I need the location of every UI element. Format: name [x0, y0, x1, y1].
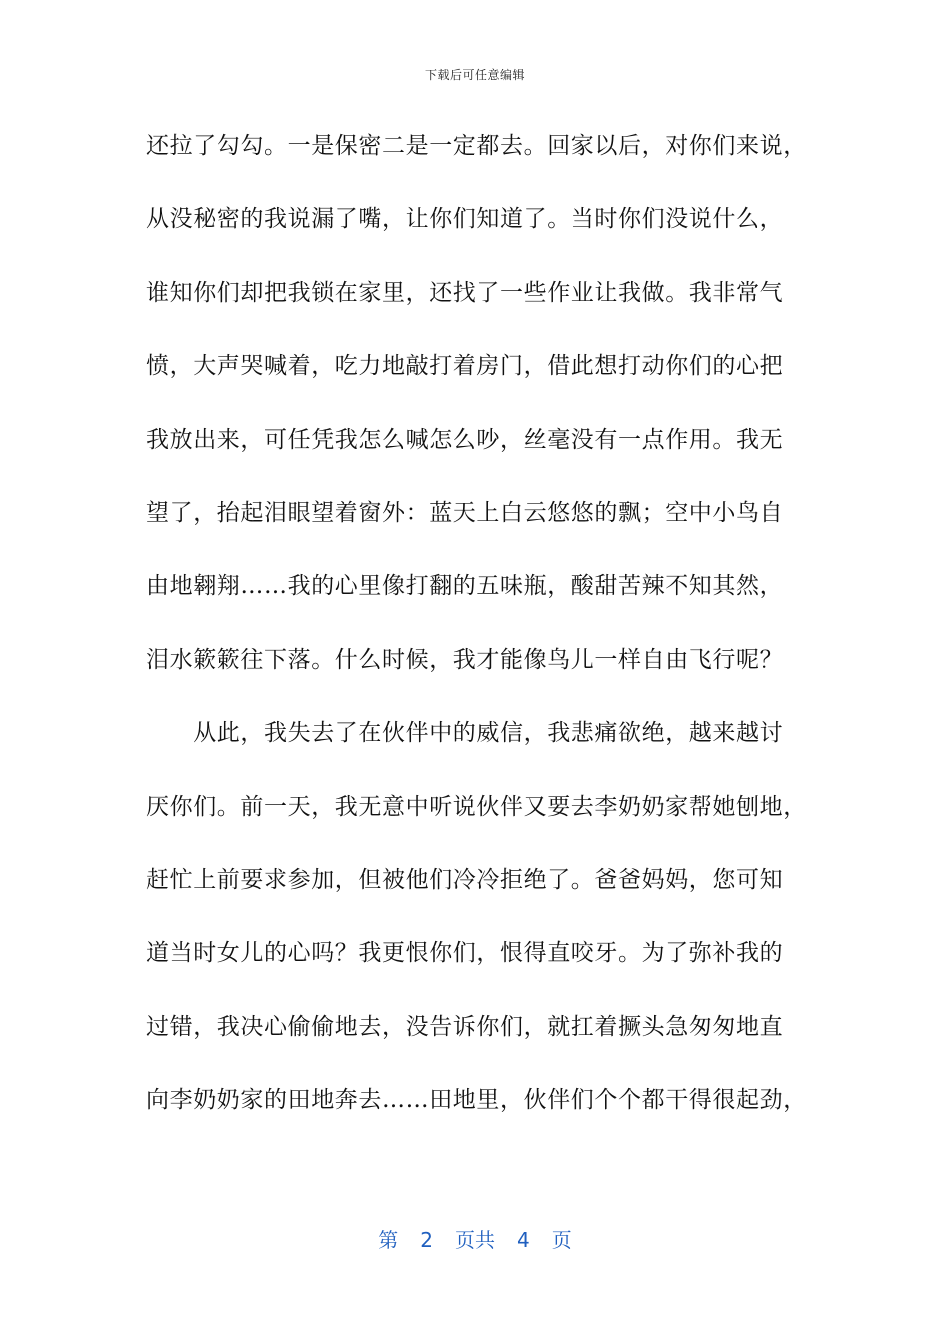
text-line: 过错，我决心偷偷地去，没告诉你们，就扛着撅头急匆匆地直 [146, 1013, 784, 1040]
footer-middle: 页共 [455, 1228, 495, 1252]
footer-suffix: 页 [551, 1228, 572, 1252]
text-line: 谁知你们却把我锁在家里，还找了一些作业让我做。我非常气 [146, 279, 784, 306]
document-body [146, 110, 816, 1137]
text-line: 从没秘密的我说漏了嘴，让你们知道了。当时你们没说什么， [146, 206, 784, 233]
text-line: 赶忙上前要求参加，但被他们冷冷拒绝了。爸爸妈妈，您可知 [146, 866, 784, 893]
text-line: 望了，抬起泪眼望着窗外：蓝天上白云悠悠的飘；空中小鸟自 [146, 499, 784, 526]
text-line: 道当时女儿的心吗？我更恨你们，恨得直咬牙。为了弥补我的 [146, 940, 784, 967]
text-line: 我放出来，可任凭我怎么喊怎么吵，丝毫没有一点作用。我无 [146, 426, 784, 453]
header-note: 下载后可任意编辑 [424, 68, 525, 82]
footer-prefix: 第 [378, 1228, 399, 1252]
text-line: 厌你们。前一天，我无意中听说伙伴又要去李奶奶家帮她刨地， [146, 793, 807, 820]
text-line: 向李奶奶家的田地奔去……田地里，伙伴们个个都干得很起劲， [146, 1087, 807, 1114]
text-line: 由地翱翔……我的心里像打翻的五味瓶，酸甜苦辣不知其然， [146, 573, 784, 600]
text-line: 泪水簌簌往下落。什么时候，我才能像鸟儿一样自由飞行呢？ [146, 646, 784, 673]
text-line: 从此，我失去了在伙伴中的威信，我悲痛欲绝，越来越讨 [146, 720, 784, 747]
footer-page-number: 2 [420, 1228, 433, 1252]
page-footer [0, 1224, 950, 1253]
footer-total-pages: 4 [517, 1228, 530, 1252]
text-line: 还拉了勾勾。一是保密二是一定都去。回家以后，对你们来说， [146, 133, 807, 159]
text-line: 愤，大声哭喊着，吃力地敲打着房门，借此想打动你们的心把 [146, 353, 784, 380]
